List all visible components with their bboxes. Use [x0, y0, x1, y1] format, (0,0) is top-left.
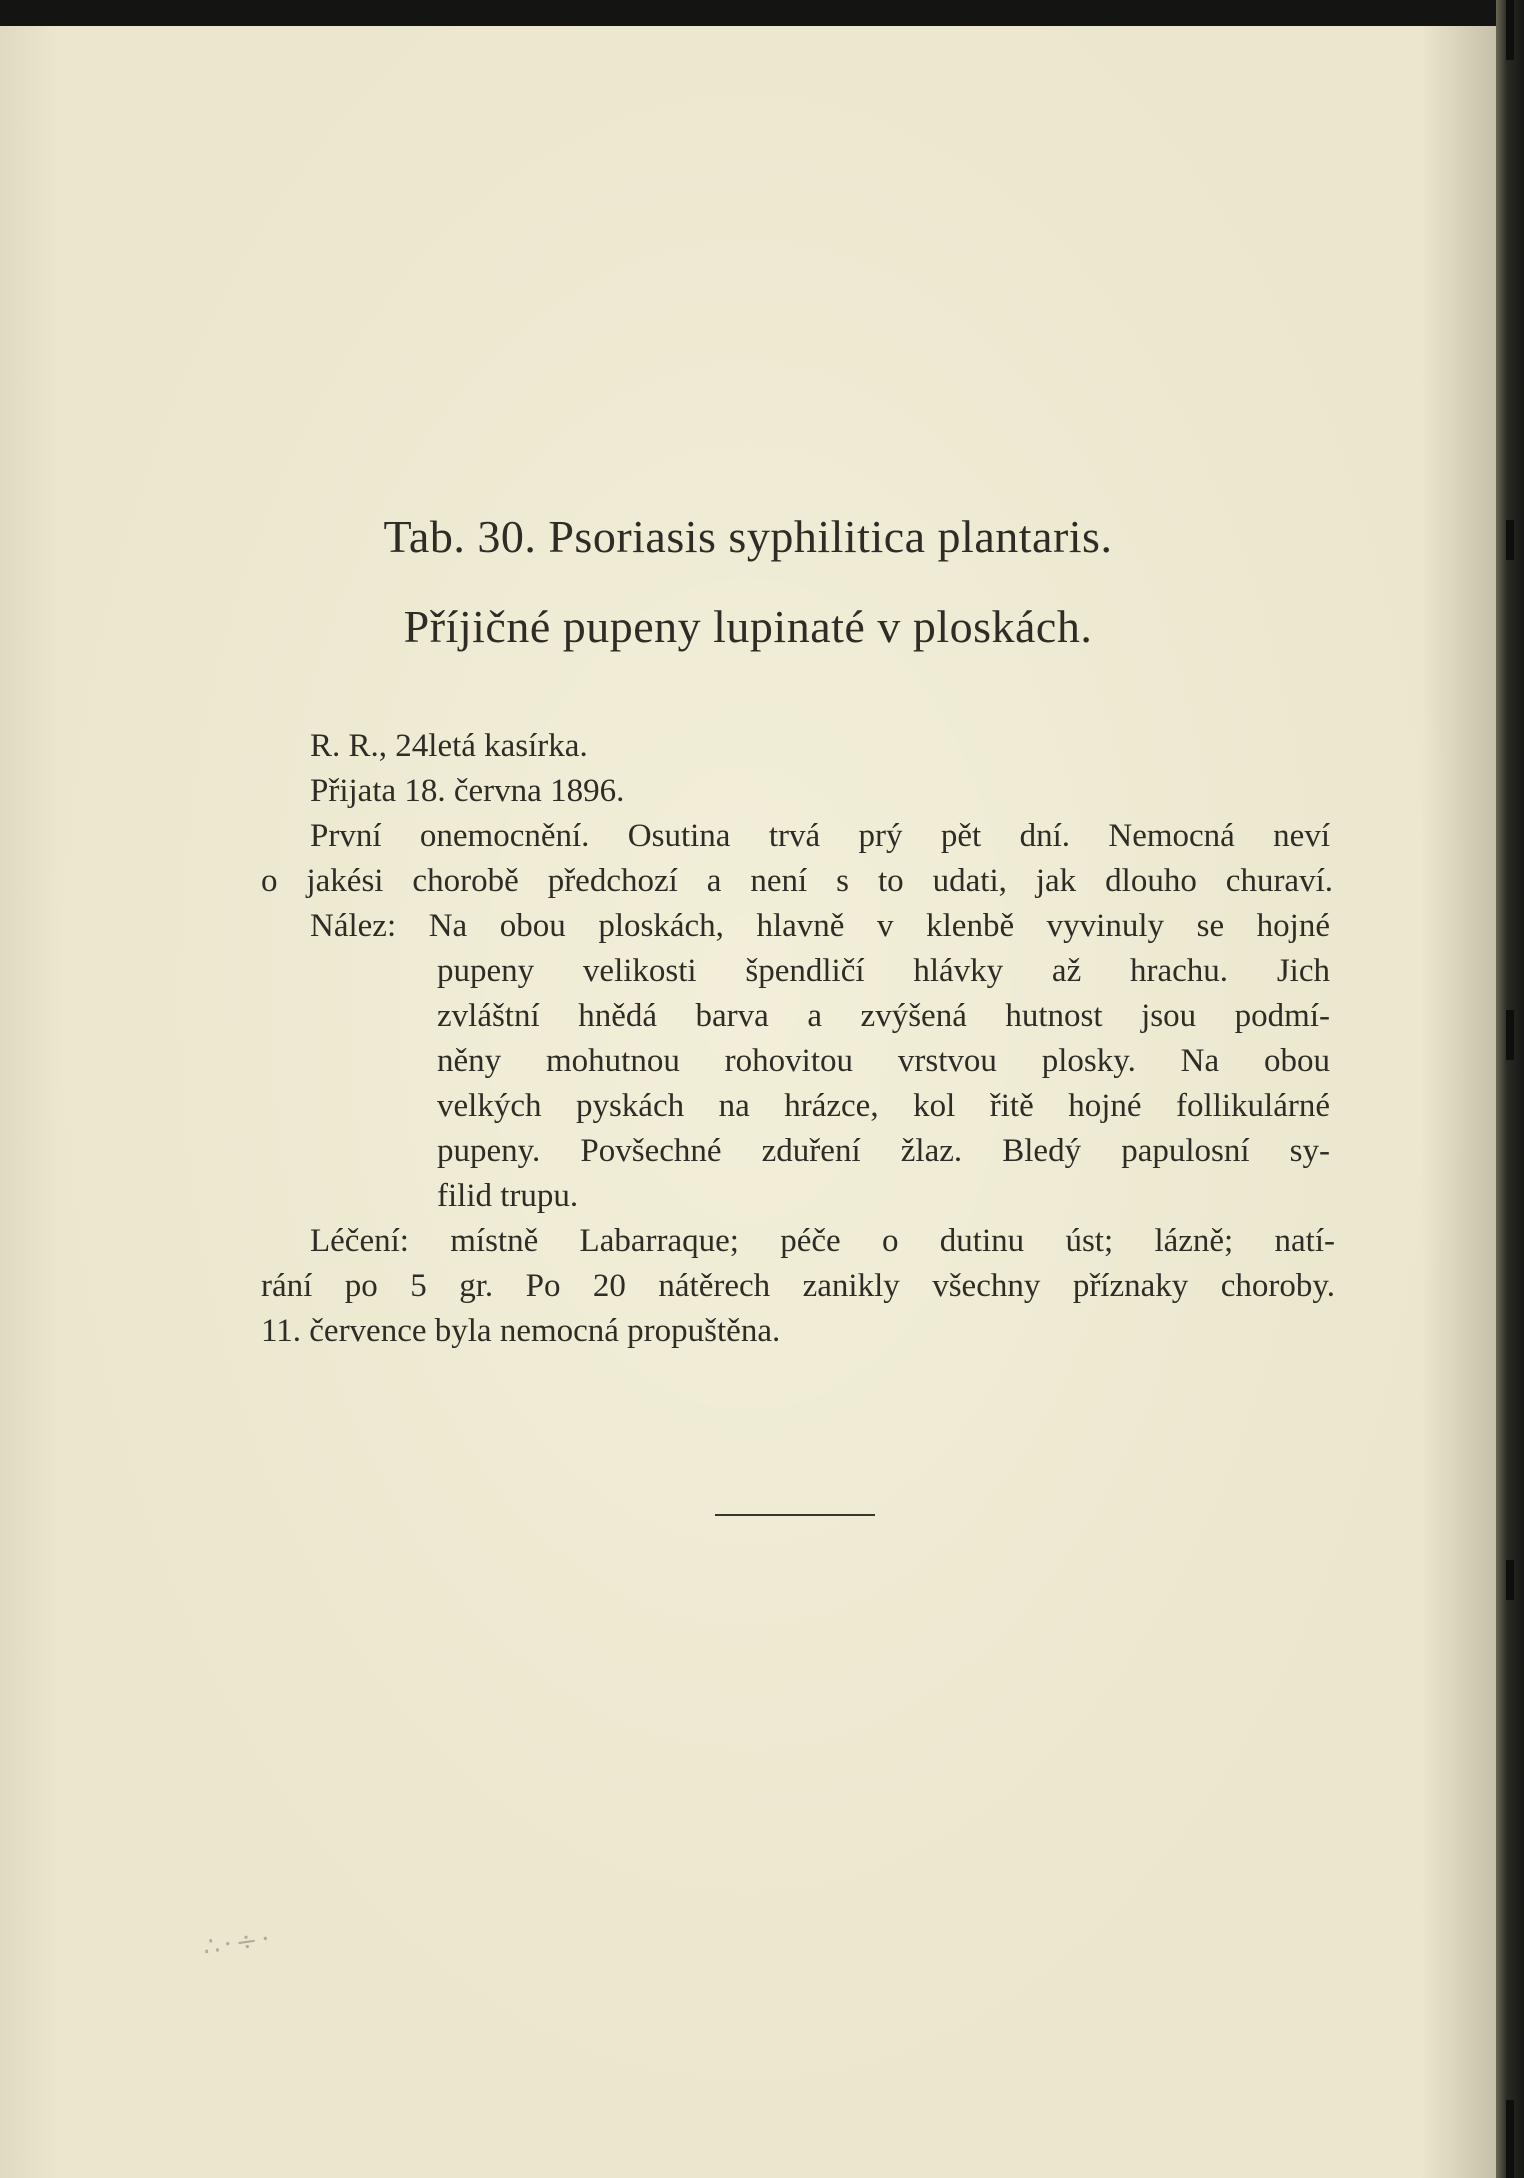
- book-page: [0, 26, 1496, 2178]
- history-line-2: o jakési chorobě předchozí a není s to udati, jak dlouho churaví.: [261, 863, 1333, 899]
- finding-line-7: filid trupu.: [437, 1178, 579, 1214]
- finding-line-3: zvláštní hnědá barva a zvýšená hutnost jsou podmí-: [437, 998, 1330, 1034]
- spine-band: [1506, 1010, 1514, 1060]
- spine-band: [1506, 2100, 1514, 2178]
- patient-line: R. R., 24letá kasírka.: [310, 728, 588, 764]
- history-line-1: První onemocnění. Osutina trvá prý pět dní. Nemocná neví: [310, 818, 1330, 854]
- finding-line-6: pupeny. Povšechné zduření žlaz. Bledý papulosní sy-: [437, 1133, 1330, 1169]
- spine-band: [1506, 0, 1514, 60]
- finding-line-5: velkých pyskách na hrázce, kol řitě hojné follikulárné: [437, 1088, 1330, 1124]
- discharge-line: 11. července byla nemocná propuštěna.: [261, 1313, 781, 1349]
- plate-subtitle: Příjičné pupeny lupinaté v ploskách.: [403, 601, 1093, 652]
- finding-line-1: Nález: Na obou ploskách, hlavně v klenbě vyvinuly se hojné: [310, 908, 1330, 944]
- book-spine-edge: [1496, 0, 1524, 2178]
- ink-smudge: ∴·÷·: [201, 1923, 276, 1963]
- finding-line-4: něny mohutnou rohovitou vrstvou plosky. Na obou: [437, 1043, 1330, 1079]
- treatment-line-1: Léčení: místně Labarraque; péče o dutinu úst; lázně; natí-: [310, 1223, 1335, 1259]
- spine-band: [1506, 1560, 1514, 1600]
- section-rule: [715, 1514, 875, 1516]
- finding-line-2: pupeny velikosti špendličí hlávky až hrachu. Jich: [437, 953, 1330, 989]
- admission-line: Přijata 18. června 1896.: [310, 773, 625, 809]
- plate-title: Tab. 30. Psoriasis syphilitica plantaris.: [383, 511, 1113, 562]
- treatment-line-2: rání po 5 gr. Po 20 nátěrech zanikly všechny příznaky choroby.: [261, 1268, 1335, 1304]
- spine-band: [1506, 520, 1514, 560]
